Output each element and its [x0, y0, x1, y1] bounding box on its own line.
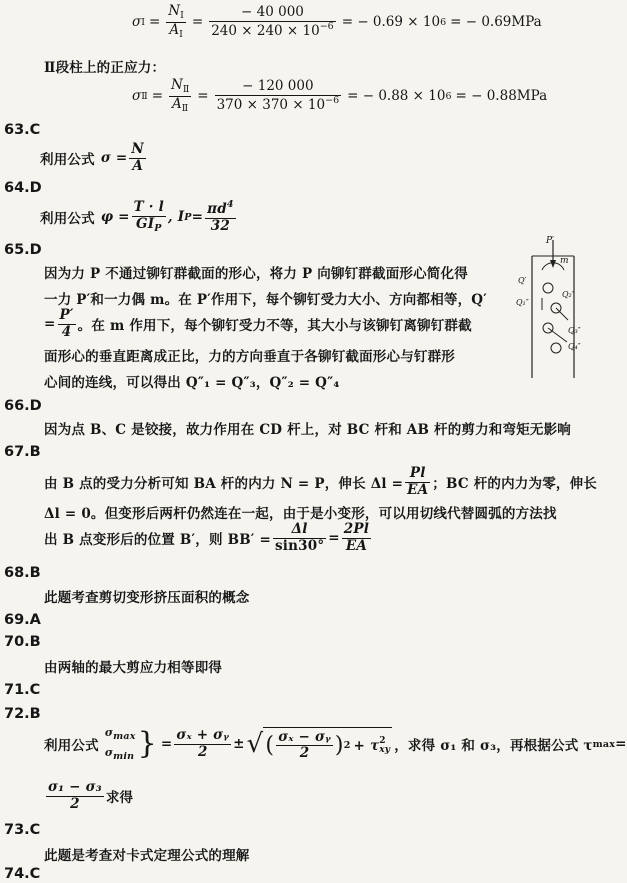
eq1-result: = − 0.69MPa — [450, 14, 542, 31]
answer-72: 72.B — [4, 706, 41, 722]
answer-65-line-5: 心间的连线，可以得出 Q″₁ = Q″₃，Q″₂ = Q″₄ — [44, 375, 340, 391]
eq1-frac2: $\frac{- 40 000}{240 \times 240 \times 10^{-6}}$ — [211, 4, 334, 39]
eq1-frac1: $\frac{N_Ⅰ}{A_Ⅰ}$ — [168, 3, 184, 40]
answer-73-explanation: 此题是考查对卡式定理公式的理解 — [44, 848, 250, 864]
answer-66-explanation: 因为点 B、C 是铰接，故力作用在 CD 杆上，对 BC 杆和 AB 杆的剪力和弯矩无影响 — [44, 422, 571, 438]
answer-73: 73.C — [4, 822, 41, 838]
fig-label-q4: Q₄″ — [568, 342, 581, 351]
answer-68-explanation: 此题考查剪切变形挤压面积的概念 — [44, 590, 250, 606]
eq1-lhs: σ — [132, 14, 142, 31]
answer-74: 74.C — [4, 866, 41, 882]
fig-label-m: m — [560, 256, 569, 266]
answer-69: 69.A — [4, 612, 41, 628]
eq1-rhs: = − 0.69 × 10 — [341, 14, 441, 31]
fig-label-q2: Q₂″ — [562, 290, 575, 299]
answer-70-explanation: 由两轴的最大剪应力相等即得 — [44, 660, 223, 676]
answer-70: 70.B — [4, 634, 41, 650]
answer-65-line-3: = $\frac{P'}{4}$ 。在 m 作用下，每个铆钉受力不等，其大小与该铆钉离铆钉群截 — [44, 307, 472, 340]
answer-66: 66.D — [4, 398, 42, 414]
answer-65: 65.D — [4, 242, 42, 258]
answer-65-line-4: 面形心的垂直距离成正比，力的方向垂直于各铆钉截面形心与钉群形 — [44, 349, 455, 365]
eq1-lhs-sub: Ⅰ — [141, 16, 145, 28]
eq2-result: = − 0.88MPa — [455, 88, 548, 105]
answer-63-explanation: 利用公式 σ = $\frac{N}{A}$ — [40, 141, 144, 174]
eq2-rhs: = − 0.88 × 10 — [347, 88, 446, 105]
answer-65-line-1: 因为力 P 不通过铆钉群截面的形心，将力 P 向铆钉群截面形心简化得 — [44, 266, 468, 282]
fig-label-q1b: Q₁″ — [516, 298, 529, 307]
fig-label-q1: Q′ — [518, 276, 527, 285]
answer-67: 67.B — [4, 444, 41, 460]
eq2-frac2: $\frac{- 120 000}{370 \times 370 \times 10^{-6}}$ — [216, 78, 340, 113]
segment-2-label: Ⅱ段柱上的正应力： — [44, 60, 166, 76]
equation-stress-segment-1: σ Ⅰ = $\frac{N_Ⅰ}{A_Ⅰ}$ = $\frac{- 40 000}{240 \times 240 \times 10^{-6}}$ = − 0.69 × 10 6 = − 0.69MPa — [132, 3, 542, 40]
eq2-lhs: σ — [132, 88, 142, 105]
answer-72-formula: 利用公式 σmax σmin } = $\frac{\text{σₓ + σᵧ}}{2}$ ± √ ( $\frac{\text{σₓ − σᵧ}}{2}$ ) 2 + τ 2 xy ，求得 σ₁ 和 σ₃，再根据公式 τ max = — [44, 724, 627, 764]
eq2-frac1: $\frac{N_Ⅱ}{A_Ⅱ}$ — [171, 77, 190, 114]
answer-63: 63.C — [4, 122, 41, 138]
answer-67-line-1: 由 B 点的受力分析可知 BA 杆的内力 N = P，伸长 Δl = $\frac{Pl}{EA}$ ；BC 杆的内力为零，伸长 — [44, 465, 598, 498]
answer-64: 64.D — [4, 180, 42, 196]
answer-65-line-2: 一力 P′和一力偶 m。在 P′作用下，每个铆钉受力大小、方向都相等，Q′ — [44, 292, 488, 308]
answer-72-formula-line-2: $\frac{\text{σ₁ − σ₃}}{2}$ 求得 — [48, 779, 134, 812]
rivet-diagram — [512, 238, 592, 378]
answer-71: 71.C — [4, 682, 41, 698]
answer-68: 68.B — [4, 565, 41, 581]
equation-stress-segment-2: σ Ⅱ = $\frac{N_Ⅱ}{A_Ⅱ}$ = $\frac{- 120 000}{370 \times 370 \times 10^{-6}}$ = − 0.88 × 10 6 = − 0.88MPa — [132, 77, 548, 114]
fig-label-p: P′ — [546, 236, 555, 246]
answer-67-line-2: Δl = 0。但变形后两杆仍然连在一起，由于是小变形，可以用切线代替圆弧的方法找 — [44, 506, 557, 522]
eq2-lhs-sub: Ⅱ — [141, 90, 148, 102]
answer-67-line-3: 出 B 点变形后的位置 B′，则 BB′ = $\frac{\Delta l}{\sin 30^\circ}$ = $\frac{2Pl}{EA}$ — [44, 521, 370, 554]
answer-64-explanation: 利用公式 φ = $\frac{T \cdot l}{GI_P}$ , I P = $\frac{\pi d^4}{32}$ — [40, 199, 234, 234]
rivet-group-figure — [512, 238, 592, 378]
sigma-max-min: σmax σmin — [104, 726, 136, 763]
fig-label-q3: Q₃″ — [568, 326, 581, 335]
